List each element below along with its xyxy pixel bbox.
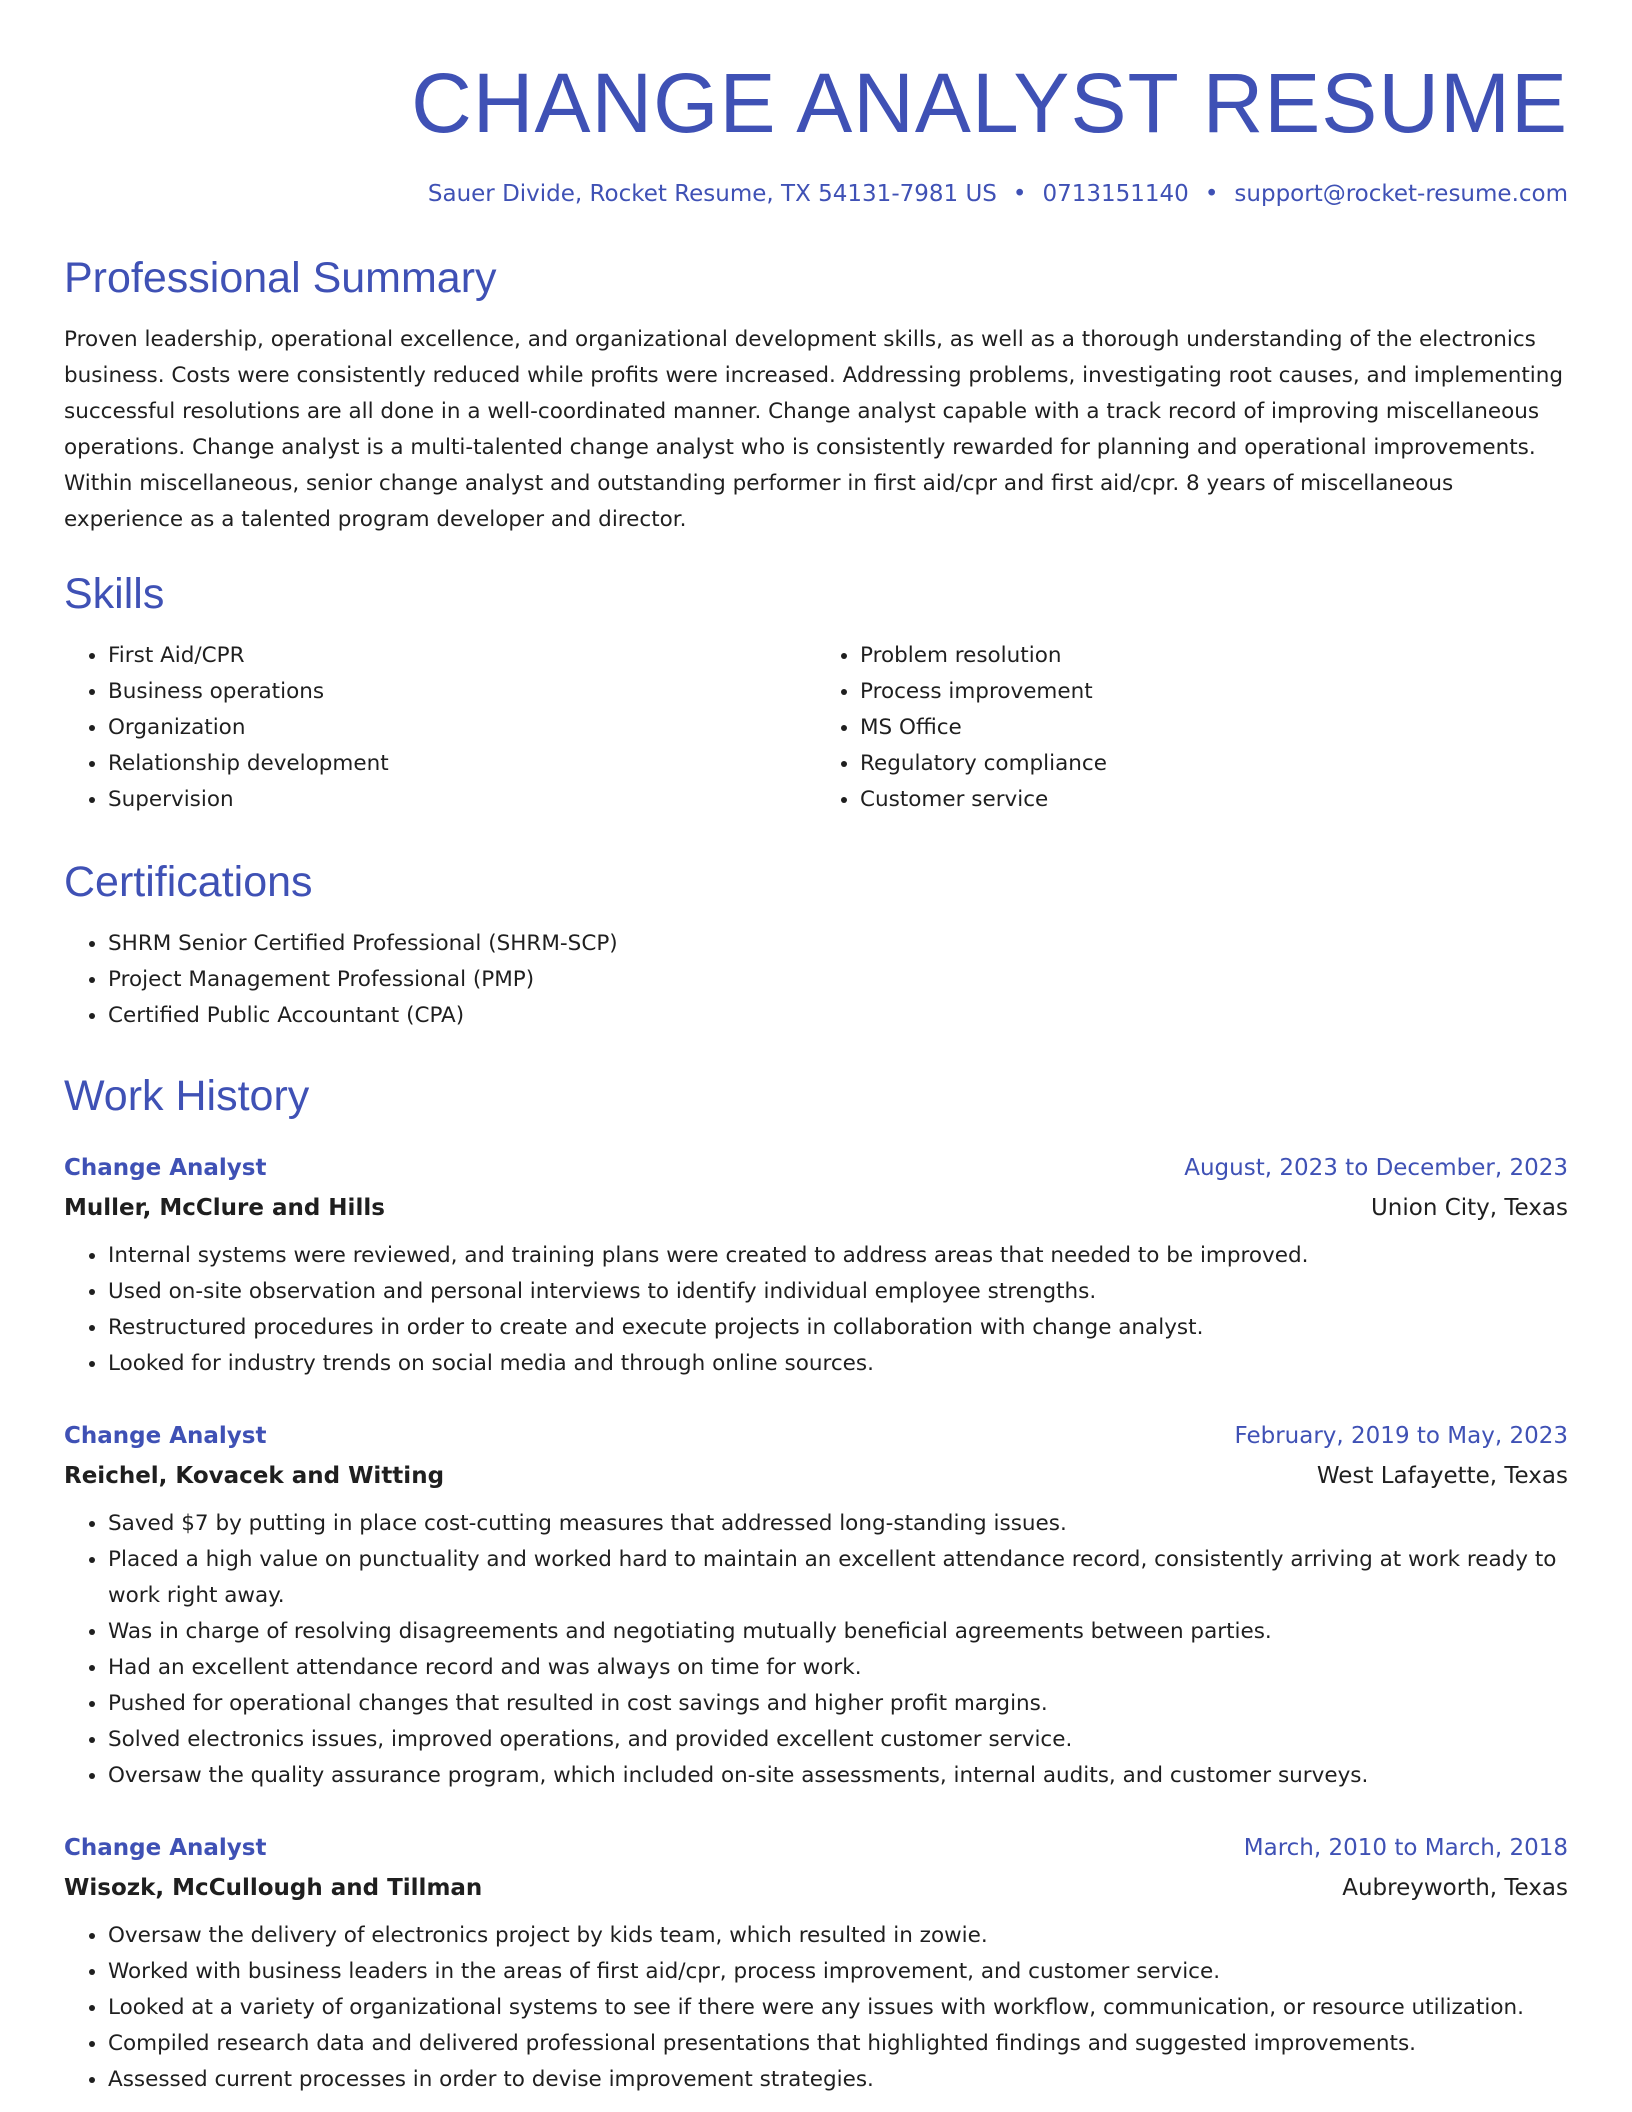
job-bullet: • Oversaw the delivery of electronics project by kids team, which resulted in zowie. bbox=[108, 1918, 1568, 1954]
skill-item: • MS Office bbox=[860, 710, 1568, 746]
job-location: Union City, Texas bbox=[1370, 1195, 1568, 1221]
job-location: West Lafayette, Texas bbox=[1316, 1463, 1568, 1489]
job-bullet: • Saved $7 by putting in place cost-cutting measures that addressed long-standing issues. bbox=[108, 1506, 1568, 1542]
job-bullet: • Pushed for operational changes that resulted in cost savings and higher profit margins. bbox=[108, 1686, 1568, 1722]
job-bullet: • Internal systems were reviewed, and training plans were created to address areas that needed to be improved. bbox=[108, 1238, 1568, 1274]
skill-item: • Organization bbox=[108, 710, 816, 746]
resume-title: CHANGE ANALYST RESUME bbox=[411, 56, 1568, 150]
skill-item: • Process improvement bbox=[860, 674, 1568, 710]
certifications-heading: Certifications bbox=[64, 858, 313, 906]
job-location: Aubreyworth, Texas bbox=[1342, 1875, 1568, 1901]
skills-column-left bbox=[64, 638, 816, 818]
skill-item: • Relationship development bbox=[108, 746, 816, 782]
job-entry bbox=[64, 1148, 1568, 1382]
certification-item: • Project Management Professional (PMP) bbox=[108, 962, 1568, 998]
job-bullet: • Solved electronics issues, improved operations, and provided excellent customer service. bbox=[108, 1722, 1568, 1758]
job-bullet: • Looked for industry trends on social media and through online sources. bbox=[108, 1346, 1568, 1382]
job-bullet: • Oversaw the quality assurance program, which included on-site assessments, internal audits, and customer surveys. bbox=[108, 1758, 1568, 1794]
job-bullets bbox=[64, 1918, 1568, 2098]
job-bullet: • Assessed current processes in order to devise improvement strategies. bbox=[108, 2062, 1568, 2098]
job-company: Muller, McClure and Hills bbox=[64, 1195, 385, 1221]
certification-item: • Certified Public Accountant (CPA) bbox=[108, 998, 1568, 1034]
job-dates: August, 2023 to December, 2023 bbox=[1184, 1155, 1568, 1181]
contact-separator: • bbox=[1204, 181, 1219, 207]
skill-item: • Supervision bbox=[108, 782, 816, 818]
job-header-row bbox=[64, 1828, 1568, 1868]
skill-item: • Regulatory compliance bbox=[860, 746, 1568, 782]
summary-text: Proven leadership, operational excellence, and organizational development skills, as well as a thorough understanding of the electronics business. Costs were consistently reduced while profits were increased. Addressing problems, investigating root causes, and implementing successful resolutions are all done in a well-coordinated manner. Change analyst capable with a track record of improving miscellaneous operations. Change analyst is a multi-talented change analyst who is consistently rewarded for planning and operational improvements. Within miscellaneous, senior change analyst and outstanding performer in first aid/cpr and first aid/cpr. 8 years of miscellaneous experience as a talented program developer and director. bbox=[64, 327, 1564, 532]
job-bullet: • Worked with business leaders in the areas of first aid/cpr, process improvement, and customer service. bbox=[108, 1954, 1568, 1990]
job-dates: February, 2019 to May, 2023 bbox=[1234, 1423, 1568, 1449]
job-title: Change Analyst bbox=[64, 1835, 267, 1861]
job-bullets bbox=[64, 1238, 1568, 1382]
contact-phone: 0713151140 bbox=[1042, 181, 1189, 207]
skill-item: • First Aid/CPR bbox=[108, 638, 816, 674]
job-bullets bbox=[64, 1506, 1568, 1794]
skill-item: • Customer service bbox=[860, 782, 1568, 818]
job-company-row bbox=[64, 1188, 1568, 1228]
job-header-row bbox=[64, 1416, 1568, 1456]
job-header-row bbox=[64, 1148, 1568, 1188]
job-bullet: • Compiled research data and delivered professional presentations that highlighted findings and suggested improvements. bbox=[108, 2026, 1568, 2062]
job-bullet: • Had an excellent attendance record and was always on time for work. bbox=[108, 1650, 1568, 1686]
skill-item: • Business operations bbox=[108, 674, 816, 710]
job-bullet: • Placed a high value on punctuality and worked hard to maintain an excellent attendance record, consistently arriving at work ready to work right away. bbox=[108, 1542, 1568, 1614]
contact-email[interactable]: support@rocket-resume.com bbox=[1234, 181, 1568, 207]
summary-heading: Professional Summary bbox=[64, 254, 497, 302]
job-title: Change Analyst bbox=[64, 1423, 267, 1449]
contact-line bbox=[64, 178, 1568, 210]
contact-address: Sauer Divide, Rocket Resume, TX 54131-7981 US bbox=[427, 181, 997, 207]
certification-item: • SHRM Senior Certified Professional (SHRM-SCP) bbox=[108, 926, 1568, 962]
job-company-row bbox=[64, 1868, 1568, 1908]
contact-separator: • bbox=[1012, 181, 1027, 207]
certifications-list bbox=[64, 926, 1568, 1034]
job-title: Change Analyst bbox=[64, 1155, 267, 1181]
work-history-heading: Work History bbox=[64, 1072, 310, 1120]
job-company-row bbox=[64, 1456, 1568, 1496]
job-company: Wisozk, McCullough and Tillman bbox=[64, 1875, 483, 1901]
job-bullet: • Restructured procedures in order to create and execute projects in collaboration with change analyst. bbox=[108, 1310, 1568, 1346]
job-bullet: • Looked at a variety of organizational systems to see if there were any issues with workflow, communication, or resource utilization. bbox=[108, 1990, 1568, 2026]
skills-heading: Skills bbox=[64, 570, 165, 618]
skills-column-right bbox=[816, 638, 1568, 818]
job-entry bbox=[64, 1416, 1568, 1794]
job-dates: March, 2010 to March, 2018 bbox=[1243, 1835, 1568, 1861]
skills-list bbox=[64, 638, 1568, 818]
job-bullet: • Used on-site observation and personal interviews to identify individual employee strengths. bbox=[108, 1274, 1568, 1310]
job-bullet: • Was in charge of resolving disagreements and negotiating mutually beneficial agreements between parties. bbox=[108, 1614, 1568, 1650]
job-company: Reichel, Kovacek and Witting bbox=[64, 1463, 445, 1489]
job-entry bbox=[64, 1828, 1568, 2098]
skill-item: • Problem resolution bbox=[860, 638, 1568, 674]
